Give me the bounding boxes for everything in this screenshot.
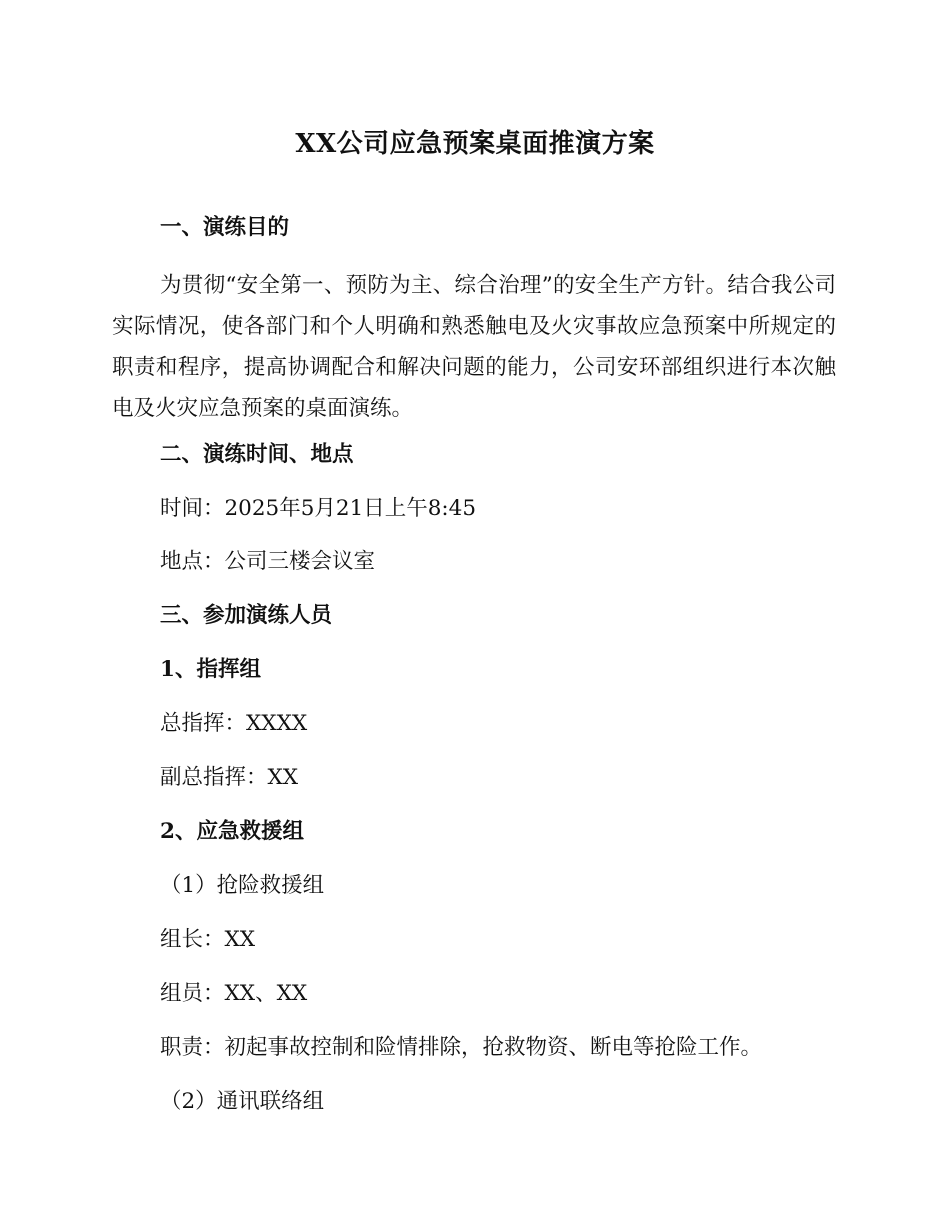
section-heading-purpose: 一、演练目的 [160,215,290,240]
rescue-team-duty: 职责：初起事故控制和险情排除，抢救物资、断电等抢险工作。 [160,1035,763,1060]
group-heading-rescue: 2、应急救援组 [160,819,304,844]
document-title: XX公司应急预案桌面推演方案 [295,129,655,159]
subgroup-heading-rescue-team: （1）抢险救援组 [160,873,325,898]
section-heading-participants: 三、参加演练人员 [160,603,333,628]
section-heading-time-place: 二、演练时间、地点 [160,442,354,467]
purpose-paragraph: 为贯彻“安全第一、预防为主、综合治理”的安全生产方针。结合我公司实际情况，使各部门和个人明确和熟悉触电及火灾事故应急预案中所规定的职责和程序，提高协调配合和解决问题的能力，公司安环部组织进行本次触电及火灾应急预案的桌面演练。 [112,273,836,421]
commander-line: 总指挥：XXXX [160,711,308,736]
subgroup-heading-communication: （2）通讯联络组 [160,1089,325,1114]
drill-time: 时间：2025年5月21日上午8:45 [160,496,477,521]
deputy-commander-line: 副总指挥：XX [160,765,299,790]
drill-place: 地点：公司三楼会议室 [160,549,376,574]
rescue-team-members: 组员：XX、XX [160,981,308,1006]
group-heading-command: 1、指挥组 [160,657,261,682]
rescue-team-leader: 组长：XX [160,927,256,952]
